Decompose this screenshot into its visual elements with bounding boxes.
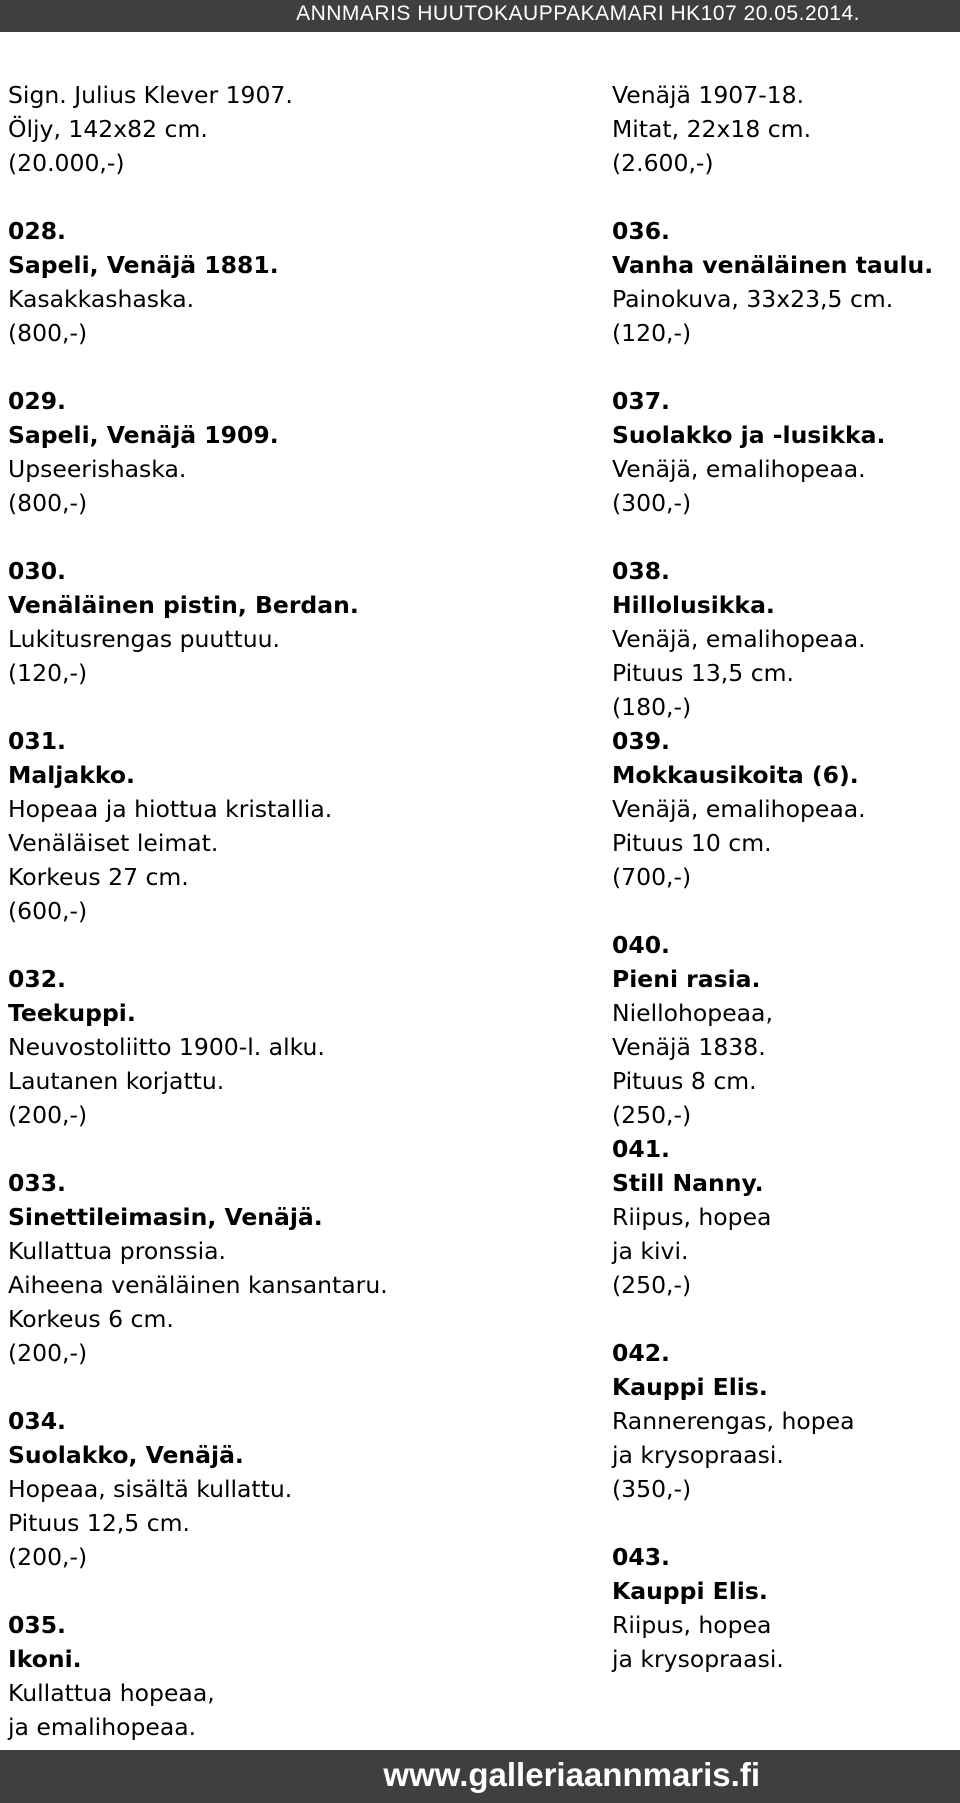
spacer [8, 1132, 588, 1166]
footer-url: www.galleriaannmaris.fi [383, 1756, 760, 1793]
lot-number: 043. [612, 1543, 670, 1571]
lot-description-line: Riipus, hopea [612, 1203, 772, 1231]
lot-description-line: (200,-) [8, 1339, 88, 1367]
lot-description-line: ja kivi. [612, 1237, 689, 1265]
lot-number: 037. [612, 387, 670, 415]
catalog-entry [612, 724, 957, 894]
lot-description-line: (800,-) [8, 319, 88, 347]
lot-title: Sapeli, Venäjä 1881. [8, 251, 279, 279]
lot-description-line: (250,-) [612, 1101, 692, 1129]
header-title: ANNMARIS HUUTOKAUPPAKAMARI HK107 20.05.2014. [296, 2, 860, 25]
lot-description-line: (700,-) [612, 863, 692, 891]
spacer [8, 690, 588, 724]
lot-description-line: Öljy, 142x82 cm. [8, 115, 208, 143]
lot-description-line: Kullattua hopeaa, [8, 1679, 215, 1707]
lot-description-line: Pituus 12,5 cm. [8, 1509, 190, 1537]
lot-description-line: Pituus 13,5 cm. [612, 659, 794, 687]
lot-description-line: Kasakkashaska. [8, 285, 195, 313]
lot-title: Kauppi Elis. [612, 1373, 768, 1401]
lot-number: 029. [8, 387, 66, 415]
lot-description-line: (250,-) [612, 1271, 692, 1299]
catalog-entry [612, 214, 957, 350]
lot-number: 033. [8, 1169, 66, 1197]
catalog-entry [8, 1404, 588, 1574]
lot-number: 028. [8, 217, 66, 245]
lot-description-line: Hopeaa ja hiottua kristallia. [8, 795, 333, 823]
lot-description-line: Venäjä 1838. [612, 1033, 766, 1061]
lot-description-line: Korkeus 6 cm. [8, 1305, 174, 1333]
lot-number: 035. [8, 1611, 66, 1639]
lot-number: 034. [8, 1407, 66, 1435]
catalog-entry [612, 78, 957, 180]
lot-description-line: Mitat, 22x18 cm. [612, 115, 812, 143]
spacer [612, 520, 957, 554]
catalog-entry [8, 214, 588, 350]
lot-description-line: (200,-) [8, 1101, 88, 1129]
spacer [612, 350, 957, 384]
lot-description-line: Kullattua pronssia. [8, 1237, 227, 1265]
lot-description-line: Venäjä, emalihopeaa. [612, 625, 866, 653]
lot-number: 032. [8, 965, 66, 993]
lot-description-line: Niellohopeaa, [612, 999, 773, 1027]
lot-description-line: (800,-) [8, 489, 88, 517]
lot-description-line: Venäjä, emalihopeaa. [612, 795, 866, 823]
lot-description-line: Venäjä 1907-18. [612, 81, 805, 109]
catalog-entry [8, 384, 588, 520]
page-footer [0, 1750, 960, 1803]
lot-description-line: (300,-) [612, 489, 692, 517]
lot-description-line: ja emalihopeaa. [8, 1713, 197, 1741]
page-header [0, 0, 960, 32]
catalog-entry [8, 1166, 588, 1370]
catalog-entry [8, 724, 588, 928]
lot-number: 031. [8, 727, 66, 755]
lot-title: Sinettileimasin, Venäjä. [8, 1203, 323, 1231]
spacer [8, 928, 588, 962]
catalog-entry [8, 1608, 588, 1744]
catalog-entry [612, 384, 957, 520]
lot-description-line: (120,-) [612, 319, 692, 347]
right-column [612, 78, 957, 1676]
spacer [612, 180, 957, 214]
lot-description-line: Painokuva, 33x23,5 cm. [612, 285, 894, 313]
lot-title: Hillolusikka. [612, 591, 775, 619]
lot-number: 041. [612, 1135, 670, 1163]
catalog-entry [612, 554, 957, 724]
spacer [612, 1506, 957, 1540]
catalog-entry [8, 78, 588, 180]
spacer [8, 1370, 588, 1404]
catalog-entry [612, 1132, 957, 1302]
catalog-entry [8, 962, 588, 1132]
lot-number: 038. [612, 557, 670, 585]
lot-description-line: Lukitusrengas puuttuu. [8, 625, 280, 653]
lot-description-line: (350,-) [612, 1475, 692, 1503]
lot-description-line: (120,-) [8, 659, 88, 687]
spacer [612, 894, 957, 928]
lot-number: 040. [612, 931, 670, 959]
lot-description-line: (180,-) [612, 693, 692, 721]
lot-title: Venäläinen pistin, Berdan. [8, 591, 359, 619]
lot-description-line: Aiheena venäläinen kansantaru. [8, 1271, 388, 1299]
lot-description-line: ja krysopraasi. [612, 1645, 784, 1673]
catalog-entry [612, 928, 957, 1132]
lot-number: 039. [612, 727, 670, 755]
spacer [8, 520, 588, 554]
spacer [8, 180, 588, 214]
catalog-entry [612, 1540, 957, 1676]
lot-description-line: Sign. Julius Klever 1907. [8, 81, 293, 109]
lot-title: Teekuppi. [8, 999, 136, 1027]
lot-title: Suolakko, Venäjä. [8, 1441, 244, 1469]
lot-title: Maljakko. [8, 761, 135, 789]
lot-description-line: Venäjä, emalihopeaa. [612, 455, 866, 483]
catalog-entry [612, 1336, 957, 1506]
lot-title: Mokkausikoita (6). [612, 761, 859, 789]
lot-title: Vanha venäläinen taulu. [612, 251, 934, 279]
lot-description-line: (20.000,-) [8, 149, 125, 177]
lot-number: 042. [612, 1339, 670, 1367]
lot-title: Kauppi Elis. [612, 1577, 768, 1605]
lot-number: 036. [612, 217, 670, 245]
lot-description-line: Venäläiset leimat. [8, 829, 219, 857]
lot-description-line: (200,-) [8, 1543, 88, 1571]
lot-title: Sapeli, Venäjä 1909. [8, 421, 279, 449]
lot-description-line: Korkeus 27 cm. [8, 863, 189, 891]
spacer [8, 1574, 588, 1608]
lot-description-line: Upseerishaska. [8, 455, 187, 483]
lot-description-line: (2.600,-) [612, 149, 714, 177]
spacer [612, 1302, 957, 1336]
lot-description-line: Rannerengas, hopea [612, 1407, 855, 1435]
lot-description-line: Hopeaa, sisältä kullattu. [8, 1475, 293, 1503]
lot-description-line: Neuvostoliitto 1900-l. alku. [8, 1033, 325, 1061]
lot-title: Pieni rasia. [612, 965, 761, 993]
lot-title: Suolakko ja -lusikka. [612, 421, 886, 449]
lot-title: Ikoni. [8, 1645, 82, 1673]
lot-number: 030. [8, 557, 66, 585]
lot-description-line: (600,-) [8, 897, 88, 925]
lot-title: Still Nanny. [612, 1169, 764, 1197]
lot-description-line: Pituus 10 cm. [612, 829, 772, 857]
spacer [8, 350, 588, 384]
lot-description-line: Pituus 8 cm. [612, 1067, 757, 1095]
left-column [8, 78, 588, 1744]
catalog-entry [8, 554, 588, 690]
lot-description-line: Lautanen korjattu. [8, 1067, 225, 1095]
lot-description-line: Riipus, hopea [612, 1611, 772, 1639]
lot-description-line: ja krysopraasi. [612, 1441, 784, 1469]
